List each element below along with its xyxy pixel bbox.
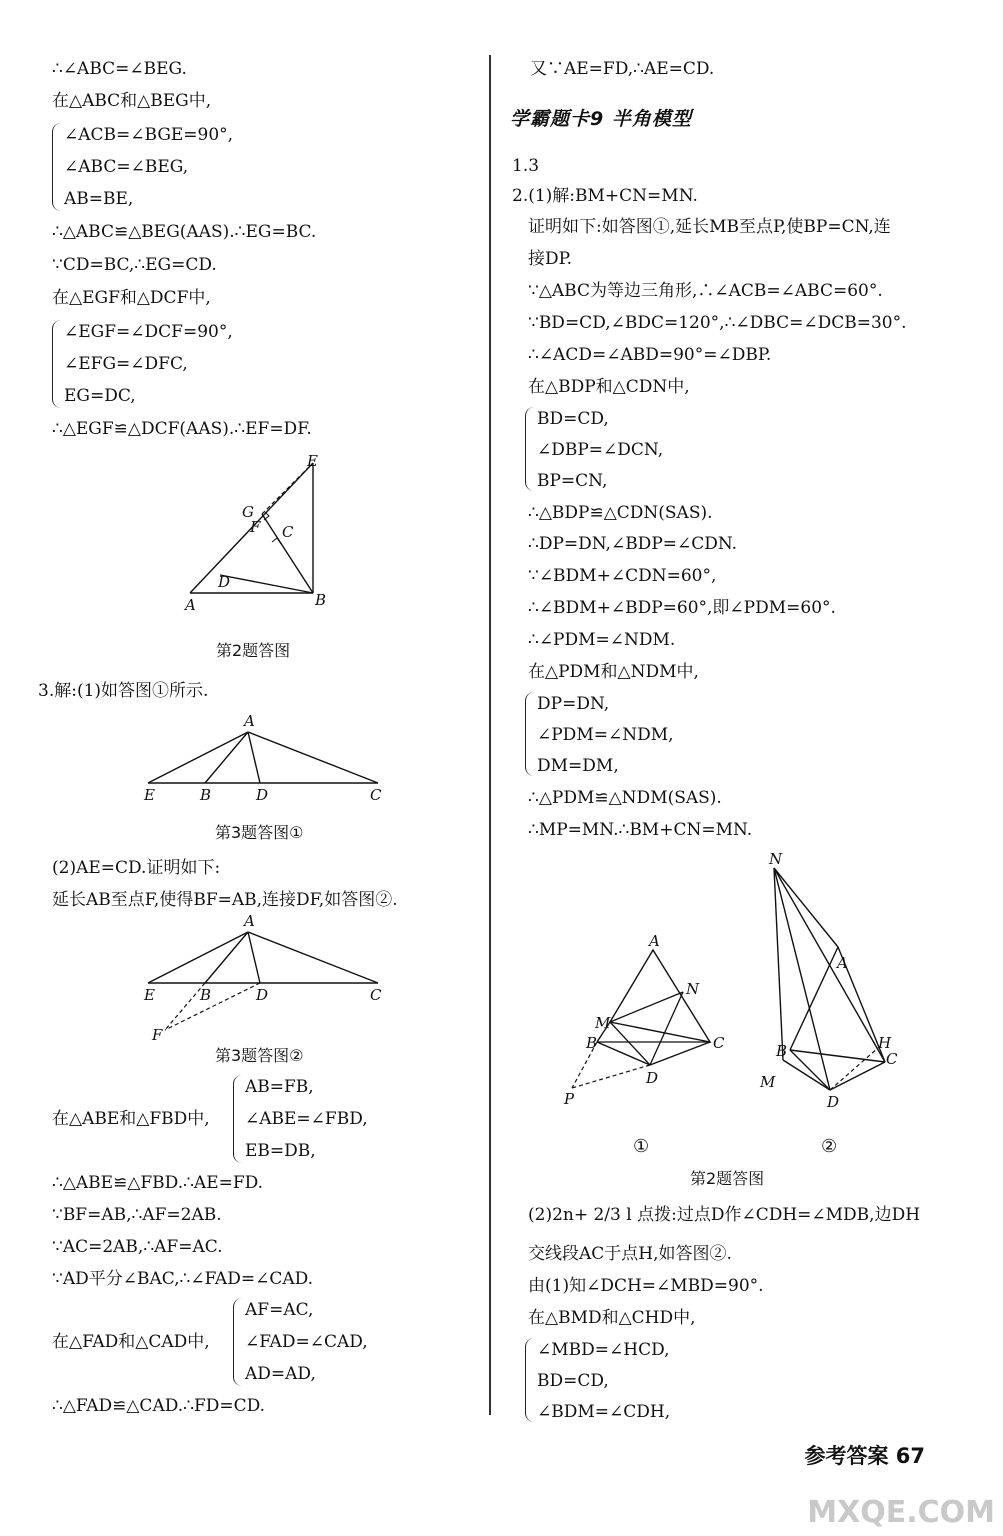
svg-text:G: G (242, 503, 254, 521)
text-line: 1.3 (512, 156, 540, 176)
text-line: ∵△ABC为等边三角形,∴∠ACB=∠ABC=60°. (528, 281, 883, 301)
svg-text:F: F (250, 518, 261, 536)
brace (525, 1338, 534, 1422)
text-line: ∵BF=AB,∴AF=2AB. (52, 1205, 222, 1225)
svg-text:N: N (769, 850, 783, 868)
text-line: ∵CD=BC,∴EG=CD. (52, 255, 217, 275)
svg-text:E: E (307, 452, 318, 470)
svg-text:A: A (649, 932, 660, 950)
text-line: 在△EGF和△DCF中, (52, 288, 211, 308)
svg-text:D: D (256, 786, 269, 804)
text-line: BD=CD, (537, 1371, 609, 1391)
text-line: 在△PDM和△NDM中, (528, 662, 699, 682)
text-line: ∠BDM=∠CDH, (537, 1402, 671, 1422)
svg-text:D: D (256, 986, 269, 1004)
text-line: ∴∠ACD=∠ABD=90°=∠DBP. (528, 345, 772, 365)
svg-text:H: H (878, 1034, 892, 1052)
text-line: ∴∠ABC=∠BEG. (52, 59, 187, 79)
svg-text:D: D (827, 1093, 840, 1111)
text-line: ∠FAD=∠CAD, (245, 1332, 368, 1352)
column-divider (489, 55, 491, 1415)
page-footer: 参考答案 67 (804, 1444, 925, 1468)
svg-text:M: M (760, 1073, 776, 1091)
svg-text:N: N (686, 980, 700, 998)
text-line: ∴MP=MN.∴BM+CN=MN. (528, 820, 753, 840)
watermark: MXQE.COM (807, 1495, 995, 1530)
text-line: 在△FAD和△CAD中, (52, 1332, 210, 1352)
text-line: 由(1)知∠DCH=∠MBD=90°. (528, 1276, 764, 1296)
text-line: EG=DC, (64, 386, 136, 406)
text-line: ∵AD平分∠BAC,∴∠FAD=∠CAD. (52, 1269, 314, 1289)
brace (52, 123, 61, 211)
text-line: DM=DM, (537, 756, 619, 776)
svg-text:C: C (886, 1050, 898, 1068)
svg-text:E: E (144, 786, 155, 804)
figure-q3-2 (140, 912, 390, 1047)
text-line: ∠MBD=∠HCD, (537, 1340, 670, 1360)
brace (525, 407, 534, 491)
svg-text:B: B (776, 1042, 788, 1060)
section-title: 学霸题卡9 半角模型 (510, 108, 692, 130)
text-line: 证明如下:如答图①,延长MB至点P,使BP=CN,连 (528, 217, 891, 237)
svg-text:A: A (837, 954, 848, 972)
text-line: 在△BDP和△CDN中, (528, 377, 690, 397)
text-line: 3.解:(1)如答图①所示. (38, 681, 209, 701)
text-line: ∠ACB=∠BGE=90°, (64, 125, 234, 145)
text-line: 2.(1)解:BM+CN=MN. (512, 186, 698, 206)
figure-caption: 第3题答图② (215, 1046, 304, 1065)
text-line: ∠EFG=∠DFC, (64, 354, 188, 374)
text-line: ∵BD=CD,∠BDC=120°,∴∠DBC=∠DCB=30°. (528, 313, 907, 333)
text-line: BP=CN, (537, 471, 608, 491)
figure-caption: 第2题答图 (690, 1169, 765, 1188)
figure-caption: 第2题答图 (216, 641, 291, 660)
text-line: ∵AC=2AB,∴AF=AC. (52, 1237, 223, 1257)
text-line: 在△ABE和△FBD中, (52, 1109, 210, 1129)
figure-label: ② (821, 1136, 838, 1157)
svg-text:D: D (646, 1069, 659, 1087)
text-line: BD=CD, (537, 409, 609, 429)
text-line: ∴△EGF≌△DCF(AAS).∴EF=DF. (52, 419, 312, 439)
svg-text:C: C (370, 786, 382, 804)
text-line: ∴△FAD≌△CAD.∴FD=CD. (52, 1396, 266, 1416)
svg-text:F: F (152, 1026, 163, 1044)
text-line: ∴△BDP≌△CDN(SAS). (528, 503, 713, 523)
figure-q2-2 (750, 850, 910, 1115)
svg-text:A: A (185, 596, 196, 614)
svg-text:B: B (200, 986, 212, 1004)
svg-text:B: B (200, 786, 212, 804)
text-line: ∴∠BDM+∠BDP=60°,即∠PDM=60°. (528, 598, 836, 618)
text-line: EB=DB, (245, 1141, 316, 1161)
svg-text:C: C (713, 1034, 725, 1052)
svg-text:M: M (595, 1014, 611, 1032)
figure-caption: 第3题答图① (215, 823, 304, 842)
text-line: ∴△PDM≌△NDM(SAS). (528, 788, 722, 808)
text-line: ∴DP=DN,∠BDP=∠CDN. (528, 534, 738, 554)
svg-text:C: C (370, 986, 382, 1004)
brace (233, 1298, 242, 1386)
text-line: 交线段AC于点H,如答图②. (528, 1244, 732, 1264)
svg-text:B: B (315, 591, 327, 609)
svg-text:E: E (144, 986, 155, 1004)
text-line: ∠ABE=∠FBD, (245, 1109, 368, 1129)
text-line: ∴∠PDM=∠NDM. (528, 630, 676, 650)
figure-q2-triangle (180, 450, 340, 615)
brace (233, 1075, 242, 1163)
text-line: 在△ABC和△BEG中, (52, 91, 212, 111)
svg-text:B: B (586, 1034, 598, 1052)
text-line: (2)2n+ 2/3 l 点拨:过点D作∠CDH=∠MDB,边DH (528, 1205, 921, 1225)
text-line: 接DP. (528, 249, 573, 269)
text-line: ∠DBP=∠DCN, (537, 440, 664, 460)
svg-text:A: A (244, 912, 255, 930)
text-line: 延长AB至点F,使得BF=AB,连接DF,如答图②. (52, 890, 398, 910)
text-line: ∠EGF=∠DCF=90°, (64, 322, 233, 342)
text-line: AF=AC, (245, 1300, 314, 1320)
svg-text:C: C (282, 523, 294, 541)
text-line: AB=BE, (64, 189, 134, 209)
svg-text:D: D (218, 573, 231, 591)
text-line: 又∵AE=FD,∴AE=CD. (530, 59, 715, 79)
brace (525, 692, 534, 776)
text-line: ∵∠BDM+∠CDN=60°, (528, 566, 717, 586)
text-line: (2)AE=CD.证明如下: (52, 858, 221, 878)
svg-text:P: P (564, 1090, 575, 1108)
text-line: AD=AD, (245, 1364, 316, 1384)
text-line: AB=FB, (245, 1077, 314, 1097)
text-line: DP=DN, (537, 694, 610, 714)
figure-q2-1 (560, 930, 730, 1115)
text-line: ∠ABC=∠BEG, (64, 157, 189, 177)
text-line: ∴△ABC≌△BEG(AAS).∴EG=BC. (52, 222, 317, 242)
text-line: 在△BMD和△CHD中, (528, 1308, 696, 1328)
figure-label: ① (633, 1136, 650, 1157)
figure-q3-1 (140, 712, 390, 807)
text-line: ∴△ABE≌△FBD.∴AE=FD. (52, 1173, 264, 1193)
text-line: ∠PDM=∠NDM, (537, 725, 674, 745)
svg-text:A: A (244, 712, 255, 730)
brace (52, 320, 61, 408)
